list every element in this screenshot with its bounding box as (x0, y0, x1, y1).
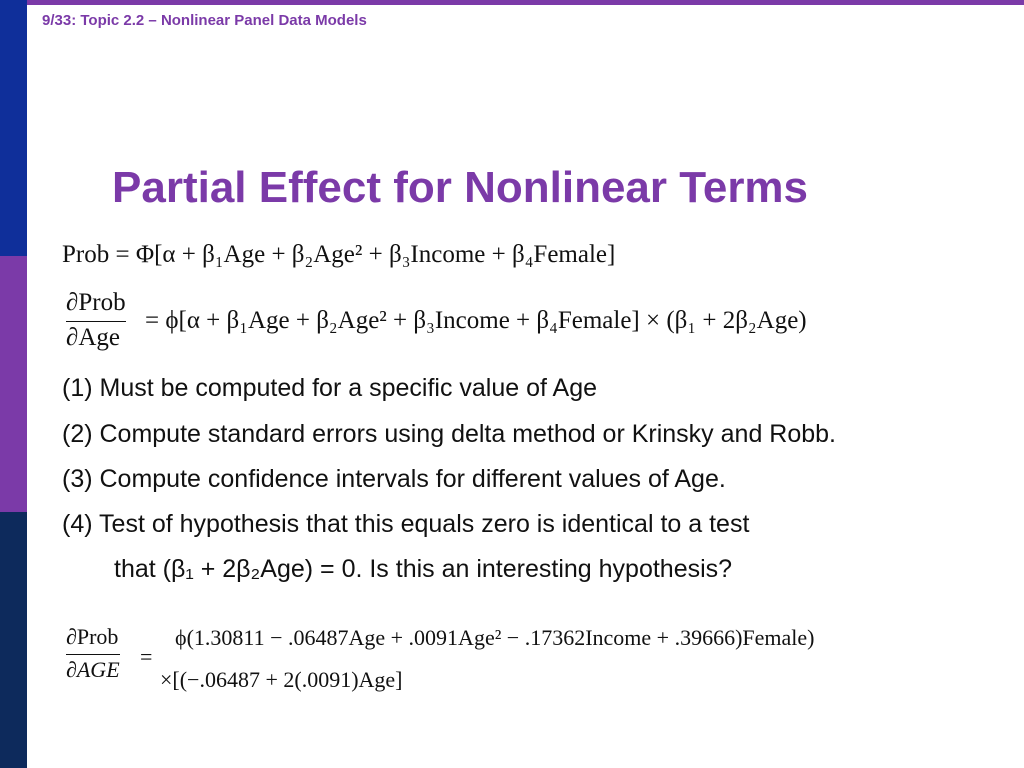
point-1: (1) Must be computed for a specific value of Age (62, 374, 597, 402)
estimated-denominator: ∂AGE (66, 657, 120, 682)
partial-derivative-fraction (66, 289, 126, 352)
prob-model-equation (62, 241, 615, 269)
partial-numerator: ∂Prob (66, 289, 126, 316)
slide-header: 9/33: Topic 2.2 – Nonlinear Panel Data Models (42, 12, 367, 29)
estimated-equals: = (140, 644, 153, 669)
point-2: (2) Compute standard errors using delta method or Krinsky and Robb. (62, 420, 836, 448)
estimated-fraction (66, 624, 120, 683)
partial-denominator: ∂Age (66, 324, 121, 351)
top-accent-line (27, 0, 1024, 5)
point-4-continued: that (β₁ + 2β₂Age) = 0. Is this an interesting hypothesis? (114, 555, 733, 583)
prob-model-text: Prob = Φ[α + β₁Age + β₂Age² + β₃Income + β₄Female] (62, 241, 616, 268)
estimated-line-2: ×[(−.06487 + 2(.0091)Age] (160, 667, 403, 692)
point-4: (4) Test of hypothesis that this equals zero is identical to a test (62, 510, 750, 538)
estimated-numerator: ∂Prob (66, 624, 119, 649)
slide-title: Partial Effect for Nonlinear Terms (112, 163, 809, 212)
left-bar-navy-segment (0, 512, 27, 768)
fraction-bar (66, 321, 126, 322)
left-decorative-bar (0, 0, 27, 768)
left-bar-purple-segment (0, 256, 27, 512)
estimated-fraction-bar (66, 654, 120, 655)
point-3: (3) Compute confidence intervals for different values of Age. (62, 465, 726, 493)
estimated-line-1: ϕ(1.30811 − .06487Age + .0091Age² − .17362Income + .39666)Female) (175, 625, 815, 650)
partial-derivative-rhs: = ϕ[α + β₁Age + β₂Age² + β₃Income + β₄Female] × (β₁ + 2β₂Age) (145, 307, 807, 334)
left-bar-blue-segment (0, 0, 27, 256)
